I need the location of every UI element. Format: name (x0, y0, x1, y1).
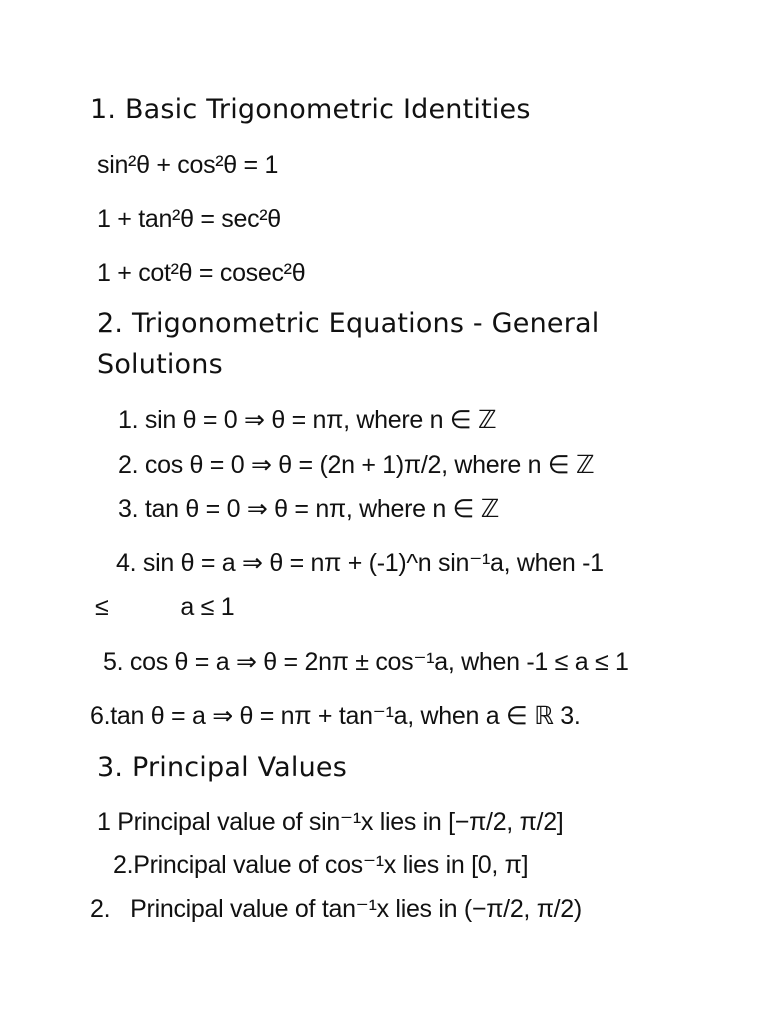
section-2-heading-line-2: Solutions (97, 349, 223, 380)
principal-value-item-2: 2.Principal value of cos⁻¹x lies in [0, π] (113, 851, 529, 879)
equation-item-4-continuation (95, 592, 234, 622)
section-1-heading: 1. Basic Trigonometric Identities (90, 94, 531, 125)
section-3-heading: 3. Principal Values (97, 752, 347, 783)
equation-item-5: 5. cos θ = a ⇒ θ = 2nπ ± cos⁻¹a, when -1 ≤ a ≤ 1 (103, 648, 629, 676)
identity-line-3: 1 + cot²θ = cosec²θ (97, 259, 306, 287)
equation-item-6: 6.tan θ = a ⇒ θ = nπ + tan⁻¹a, when a ∈ ℝ 3. (90, 702, 581, 730)
principal-value-item-1: 1 Principal value of sin⁻¹x lies in [−π/2, π/2] (97, 808, 564, 836)
equation-item-2: 2. cos θ = 0 ⇒ θ = (2n + 1)π/2, where n ∈ ℤ (118, 451, 595, 479)
equation-item-4-continuation-start: ≤ (95, 593, 109, 621)
equation-item-3: 3. tan θ = 0 ⇒ θ = nπ, where n ∈ ℤ (118, 495, 500, 523)
identity-line-1: sin²θ + cos²θ = 1 (97, 151, 279, 179)
equation-item-1: 1. sin θ = 0 ⇒ θ = nπ, where n ∈ ℤ (118, 406, 497, 434)
equation-item-4-continuation-end: a ≤ 1 (180, 593, 235, 621)
equation-item-4: 4. sin θ = a ⇒ θ = nπ + (-1)^n sin⁻¹a, when -1 (116, 549, 604, 577)
principal-value-item-3: 2. Principal value of tan⁻¹x lies in (−π/2, π/2) (90, 895, 582, 923)
section-2-heading-line-1: 2. Trigonometric Equations - General (97, 308, 600, 339)
identity-line-2: 1 + tan²θ = sec²θ (97, 205, 281, 233)
